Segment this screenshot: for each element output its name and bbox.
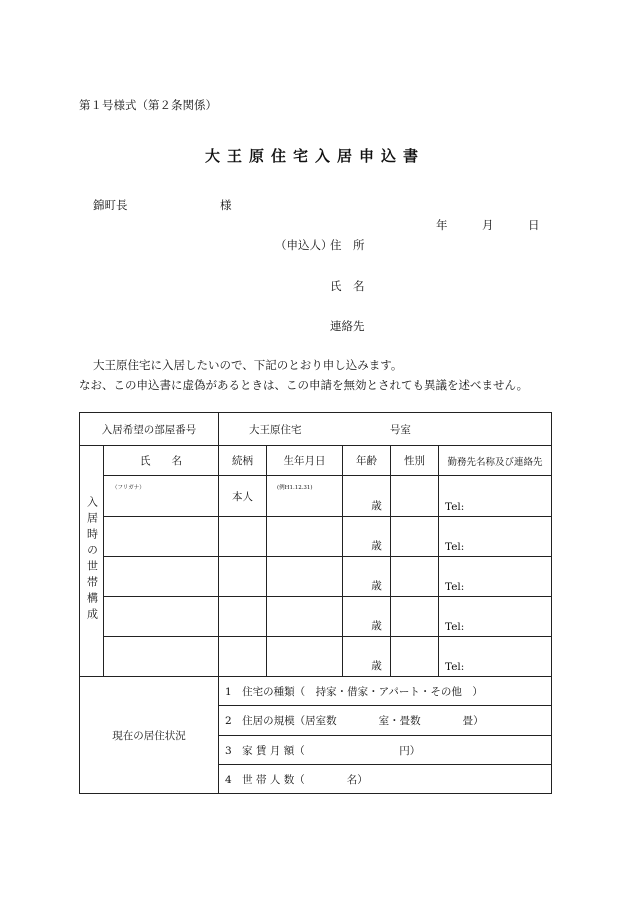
relation-cell[interactable] [219, 517, 267, 557]
applicant-address: 住 所 [330, 238, 365, 252]
birth-cell[interactable] [267, 637, 343, 677]
age-unit: 歳 [371, 500, 382, 512]
name-cell[interactable] [104, 517, 219, 557]
age-cell[interactable] [343, 476, 391, 517]
room-name: 大王原住宅 [249, 423, 302, 436]
column-header-row [80, 446, 552, 476]
current-members[interactable]: 4 世 帯 人 数（ 名） [219, 765, 552, 794]
tel-label: Tel: [445, 581, 465, 593]
name-cell[interactable] [104, 637, 219, 677]
sex-cell[interactable] [391, 476, 439, 517]
current-row [80, 677, 552, 706]
application-table [79, 412, 552, 794]
form-number: 第１号様式（第２条関係） [79, 98, 217, 112]
date-year: 年 [436, 218, 448, 232]
self-label: 本人 [232, 490, 253, 503]
birth-cell[interactable] [267, 557, 343, 597]
sex-cell[interactable] [391, 637, 439, 677]
recipient: 錦町長 [93, 198, 128, 212]
work-cell[interactable] [439, 517, 552, 557]
household-row [80, 637, 552, 677]
household-label: 入居時の世帯構成 [85, 495, 99, 624]
current-size[interactable]: 2 住居の規模（居室数 室・畳数 畳） [219, 706, 552, 736]
relation-cell[interactable] [219, 597, 267, 637]
relation-cell[interactable] [219, 557, 267, 597]
age-unit: 歳 [371, 580, 382, 592]
col-birth: 生年月日 [267, 446, 343, 476]
work-cell[interactable] [439, 597, 552, 637]
tel-label: Tel: [445, 541, 465, 553]
sex-cell[interactable] [391, 517, 439, 557]
room-label: 入居希望の部屋番号 [80, 413, 219, 446]
col-relation: 続柄 [219, 446, 267, 476]
room-row [80, 413, 552, 446]
birth-cell[interactable] [267, 597, 343, 637]
tel-label: Tel: [445, 661, 465, 673]
age-cell[interactable] [343, 637, 391, 677]
work-cell[interactable] [439, 476, 552, 517]
age-cell[interactable] [343, 517, 391, 557]
current-type[interactable]: 1 住宅の種類（ 持家・借家・アパート・その他 ） [219, 677, 552, 706]
page-title: 大王原住宅入居申込書 [204, 147, 425, 165]
sex-cell[interactable] [391, 597, 439, 637]
birth-example: (例H1.12.31) [277, 485, 313, 491]
tel-label: Tel: [445, 621, 465, 633]
applicant-label: （申込人） [275, 238, 333, 252]
household-row [80, 557, 552, 597]
date-month: 月 [482, 218, 494, 232]
room-suffix: 号室 [389, 423, 411, 436]
col-sex: 性別 [391, 446, 439, 476]
age-cell[interactable] [343, 597, 391, 637]
age-unit: 歳 [371, 660, 382, 672]
col-work: 勤務先名称及び連絡先 [439, 446, 552, 476]
col-name: 氏 名 [104, 446, 219, 476]
household-row [80, 476, 552, 517]
current-label: 現在の居住状況 [80, 677, 219, 794]
applicant-name: 氏 名 [330, 279, 365, 293]
relation-cell[interactable] [219, 476, 267, 517]
birth-cell[interactable] [267, 517, 343, 557]
honorific: 様 [220, 198, 232, 212]
sex-cell[interactable] [391, 557, 439, 597]
body-line-2: なお、この申込書に虚偽があるときは、この申請を無効とされても異議を述べません。 [79, 378, 529, 392]
tel-label: Tel: [445, 501, 465, 513]
work-cell[interactable] [439, 637, 552, 677]
work-cell[interactable] [439, 557, 552, 597]
name-cell[interactable] [104, 597, 219, 637]
birth-cell[interactable] [267, 476, 343, 517]
current-rent[interactable]: 3 家 賃 月 額（ 円） [219, 736, 552, 765]
body-line-1: 大王原住宅に入居したいので、下記のとおり申し込みます。 [93, 358, 403, 372]
furigana-label: （フリガナ） [112, 485, 145, 491]
household-row [80, 517, 552, 557]
household-row [80, 597, 552, 637]
date-day: 日 [528, 218, 540, 232]
room-value[interactable] [219, 413, 552, 446]
applicant-contact: 連絡先 [330, 319, 365, 333]
age-unit: 歳 [371, 620, 382, 632]
name-cell[interactable] [104, 476, 219, 517]
name-cell[interactable] [104, 557, 219, 597]
relation-cell[interactable] [219, 637, 267, 677]
household-label-cell [80, 446, 104, 677]
age-unit: 歳 [371, 540, 382, 552]
col-age: 年齢 [343, 446, 391, 476]
age-cell[interactable] [343, 557, 391, 597]
